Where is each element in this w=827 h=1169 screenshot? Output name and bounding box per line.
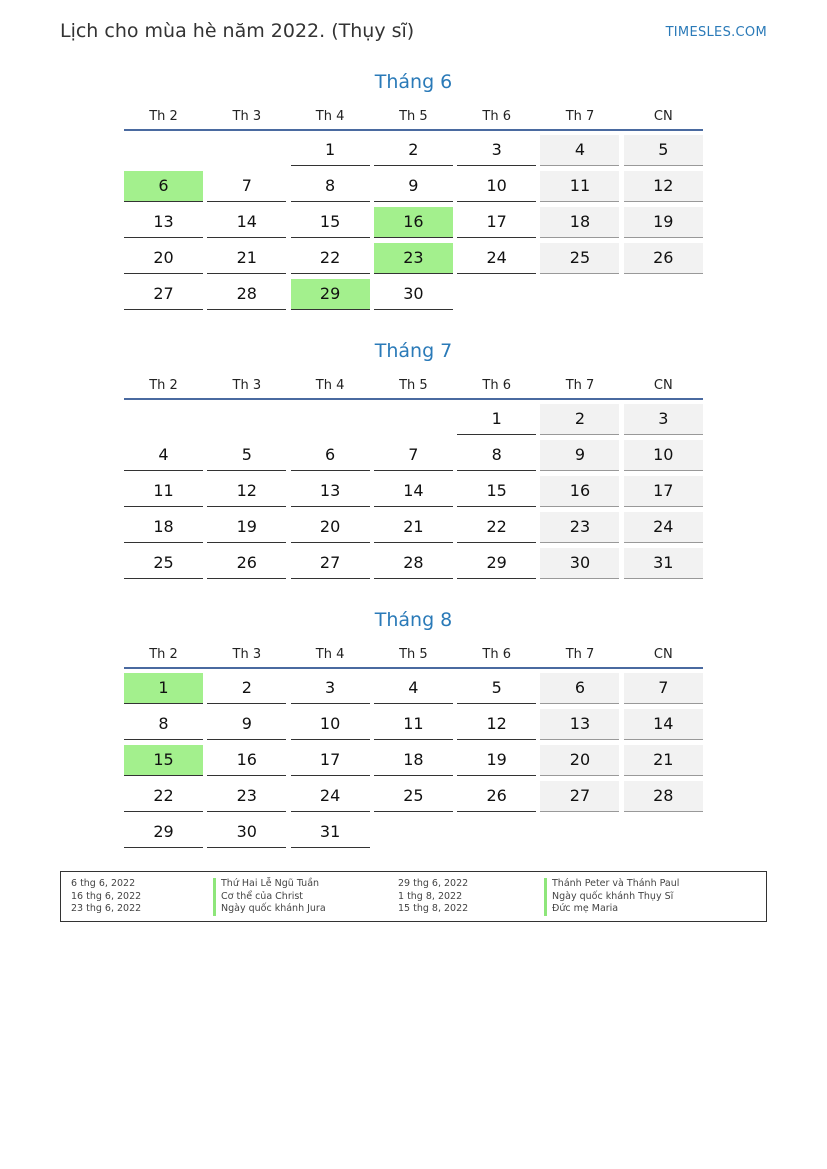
day-cell: 2	[207, 673, 286, 704]
day-cell: 14	[374, 476, 453, 507]
day-cell: 10	[291, 709, 370, 740]
weekday-label: Th 4	[315, 647, 345, 662]
month-block	[124, 607, 703, 853]
weekend-day-cell: 21	[624, 745, 703, 776]
weekend-day-cell: 3	[624, 404, 703, 435]
legend-date: 29 thg 6, 2022	[398, 878, 469, 889]
day-cell: 22	[291, 243, 370, 274]
holiday-day-cell: 23	[374, 243, 453, 274]
day-cell: 18	[374, 745, 453, 776]
day-cell: 27	[291, 548, 370, 579]
day-cell: 20	[291, 512, 370, 543]
weekend-day-cell: 31	[624, 548, 703, 579]
week-row	[124, 207, 703, 243]
weekday-label: Th 7	[565, 109, 595, 124]
weekday-label: CN	[653, 647, 673, 662]
legend-date: 16 thg 6, 2022	[71, 890, 142, 902]
day-cell: 2	[374, 135, 453, 166]
holiday-day-cell: 6	[124, 171, 203, 202]
empty-cell	[457, 817, 536, 847]
day-cell: 4	[374, 673, 453, 704]
weekday-label: Th 6	[482, 109, 511, 124]
week-row	[124, 135, 703, 171]
weekday-label: Th 3	[232, 109, 262, 124]
weekday-label: Th 3	[232, 647, 262, 662]
day-cell: 29	[124, 817, 203, 848]
weekend-day-cell: 18	[540, 207, 619, 238]
legend-names-col-2	[544, 878, 679, 916]
week-row	[124, 440, 703, 476]
weekend-day-cell: 20	[540, 745, 619, 776]
site-link[interactable]: TIMESLES.COM	[665, 25, 767, 40]
page-title: Lịch cho mùa hè năm 2022. (Thụy sĩ)	[60, 20, 415, 42]
day-cell: 31	[291, 817, 370, 848]
weekend-day-cell: 12	[624, 171, 703, 202]
day-cell: 17	[291, 745, 370, 776]
weekend-day-cell: 2	[540, 404, 619, 435]
weekend-day-cell: 13	[540, 709, 619, 740]
day-cell: 24	[457, 243, 536, 274]
week-row	[124, 243, 703, 279]
legend-holiday-name: Thánh Peter và Thánh Paul	[544, 878, 679, 891]
day-cell: 20	[124, 243, 203, 274]
empty-cell	[624, 817, 703, 847]
empty-cell	[540, 279, 619, 309]
day-cell: 1	[457, 404, 536, 435]
day-cell: 12	[457, 709, 536, 740]
weekday-header	[124, 647, 703, 669]
day-cell: 22	[124, 781, 203, 812]
weekday-label: Th 5	[399, 378, 428, 393]
weekend-day-cell: 5	[624, 135, 703, 166]
legend-holiday-name: Cơ thể của Christ	[213, 891, 326, 904]
week-row	[124, 781, 703, 817]
day-cell: 8	[457, 440, 536, 471]
day-cell: 28	[207, 279, 286, 310]
weekend-day-cell: 11	[540, 171, 619, 202]
weekend-day-cell: 30	[540, 548, 619, 579]
day-cell: 21	[374, 512, 453, 543]
week-row	[124, 817, 703, 853]
weekday-label: Th 4	[315, 378, 345, 393]
day-cell: 10	[457, 171, 536, 202]
weekend-day-cell: 16	[540, 476, 619, 507]
day-cell: 8	[124, 709, 203, 740]
weekday-label: Th 5	[399, 109, 428, 124]
weekend-day-cell: 24	[624, 512, 703, 543]
day-cell: 16	[207, 745, 286, 776]
day-cell: 3	[457, 135, 536, 166]
day-cell: 1	[291, 135, 370, 166]
month-title: Tháng 6	[374, 71, 453, 93]
month-title: Tháng 8	[374, 609, 453, 631]
day-cell: 19	[207, 512, 286, 543]
weekend-day-cell: 25	[540, 243, 619, 274]
day-cell: 15	[457, 476, 536, 507]
weekend-day-cell: 6	[540, 673, 619, 704]
weekday-label: Th 4	[315, 109, 345, 124]
day-cell: 25	[374, 781, 453, 812]
week-row	[124, 404, 703, 440]
day-cell: 21	[207, 243, 286, 274]
legend-names-col-1	[213, 878, 326, 916]
day-cell: 4	[124, 440, 203, 471]
day-cell: 9	[207, 709, 286, 740]
day-cell: 22	[457, 512, 536, 543]
weekday-label: Th 3	[232, 378, 262, 393]
legend-holiday-name: Ngày quốc khánh Jura	[213, 903, 326, 916]
weekend-day-cell: 19	[624, 207, 703, 238]
weekday-label: Th 6	[482, 378, 511, 393]
day-cell: 27	[124, 279, 203, 310]
empty-cell	[540, 817, 619, 847]
day-cell: 11	[124, 476, 203, 507]
holiday-day-cell: 15	[124, 745, 203, 776]
month-title: Tháng 7	[374, 340, 453, 362]
weekend-day-cell: 17	[624, 476, 703, 507]
day-cell: 24	[291, 781, 370, 812]
weekend-day-cell: 28	[624, 781, 703, 812]
month-block	[124, 69, 703, 315]
day-cell: 9	[374, 171, 453, 202]
day-cell: 18	[124, 512, 203, 543]
legend-dates-col-2	[398, 878, 468, 916]
weekday-header	[124, 109, 703, 131]
day-cell: 19	[457, 745, 536, 776]
weekend-day-cell: 26	[624, 243, 703, 274]
weekend-day-cell: 14	[624, 709, 703, 740]
day-cell: 5	[207, 440, 286, 471]
legend-date: 15 thg 8, 2022	[398, 903, 469, 914]
day-cell: 26	[207, 548, 286, 579]
legend-holiday-name: Thứ Hai Lễ Ngũ Tuần	[213, 878, 326, 891]
empty-cell	[124, 404, 203, 434]
week-row	[124, 512, 703, 548]
weekend-day-cell: 27	[540, 781, 619, 812]
weekday-label: Th 2	[149, 109, 178, 124]
week-row	[124, 709, 703, 745]
weekday-label: Th 5	[399, 647, 428, 662]
day-cell: 5	[457, 673, 536, 704]
day-cell: 17	[457, 207, 536, 238]
weekend-day-cell: 23	[540, 512, 619, 543]
day-cell: 11	[374, 709, 453, 740]
day-cell: 13	[291, 476, 370, 507]
weekday-label: Th 7	[565, 647, 595, 662]
day-cell: 13	[124, 207, 203, 238]
empty-cell	[457, 279, 536, 309]
day-cell: 12	[207, 476, 286, 507]
week-row	[124, 171, 703, 207]
month-block	[124, 338, 703, 584]
holiday-legend	[60, 871, 767, 922]
empty-cell	[124, 135, 203, 165]
day-cell: 7	[207, 171, 286, 202]
day-cell: 28	[374, 548, 453, 579]
weekend-day-cell: 7	[624, 673, 703, 704]
empty-cell	[374, 817, 453, 847]
day-cell: 26	[457, 781, 536, 812]
week-row	[124, 279, 703, 315]
weekday-label: CN	[653, 378, 673, 393]
day-cell: 25	[124, 548, 203, 579]
day-cell: 14	[207, 207, 286, 238]
week-row	[124, 673, 703, 709]
legend-date: 1 thg 8, 2022	[398, 890, 463, 902]
empty-cell	[374, 404, 453, 434]
weekend-day-cell: 10	[624, 440, 703, 471]
day-cell: 8	[291, 171, 370, 202]
legend-dates-col-1	[71, 878, 141, 916]
day-cell: 30	[207, 817, 286, 848]
week-row	[124, 548, 703, 584]
week-row	[124, 745, 703, 781]
holiday-day-cell: 29	[291, 279, 370, 310]
empty-cell	[624, 279, 703, 309]
holiday-day-cell: 1	[124, 673, 203, 704]
empty-cell	[207, 135, 286, 165]
weekday-header	[124, 378, 703, 400]
legend-date: 6 thg 6, 2022	[71, 878, 136, 889]
day-cell: 15	[291, 207, 370, 238]
week-row	[124, 476, 703, 512]
weekday-label: Th 2	[149, 378, 178, 393]
weekday-label: Th 6	[482, 647, 511, 662]
day-cell: 7	[374, 440, 453, 471]
weekend-day-cell: 9	[540, 440, 619, 471]
day-cell: 29	[457, 548, 536, 579]
weekend-day-cell: 4	[540, 135, 619, 166]
legend-holiday-name: Đức mẹ Maria	[544, 903, 679, 916]
legend-holiday-name: Ngày quốc khánh Thụy Sĩ	[544, 891, 679, 904]
empty-cell	[207, 404, 286, 434]
weekday-label: CN	[653, 109, 673, 124]
weekday-label: Th 7	[565, 378, 595, 393]
day-cell: 3	[291, 673, 370, 704]
holiday-day-cell: 16	[374, 207, 453, 238]
weekday-label: Th 2	[149, 647, 178, 662]
day-cell: 23	[207, 781, 286, 812]
legend-date: 23 thg 6, 2022	[71, 903, 142, 914]
day-cell: 6	[291, 440, 370, 471]
day-cell: 30	[374, 279, 453, 310]
empty-cell	[291, 404, 370, 434]
